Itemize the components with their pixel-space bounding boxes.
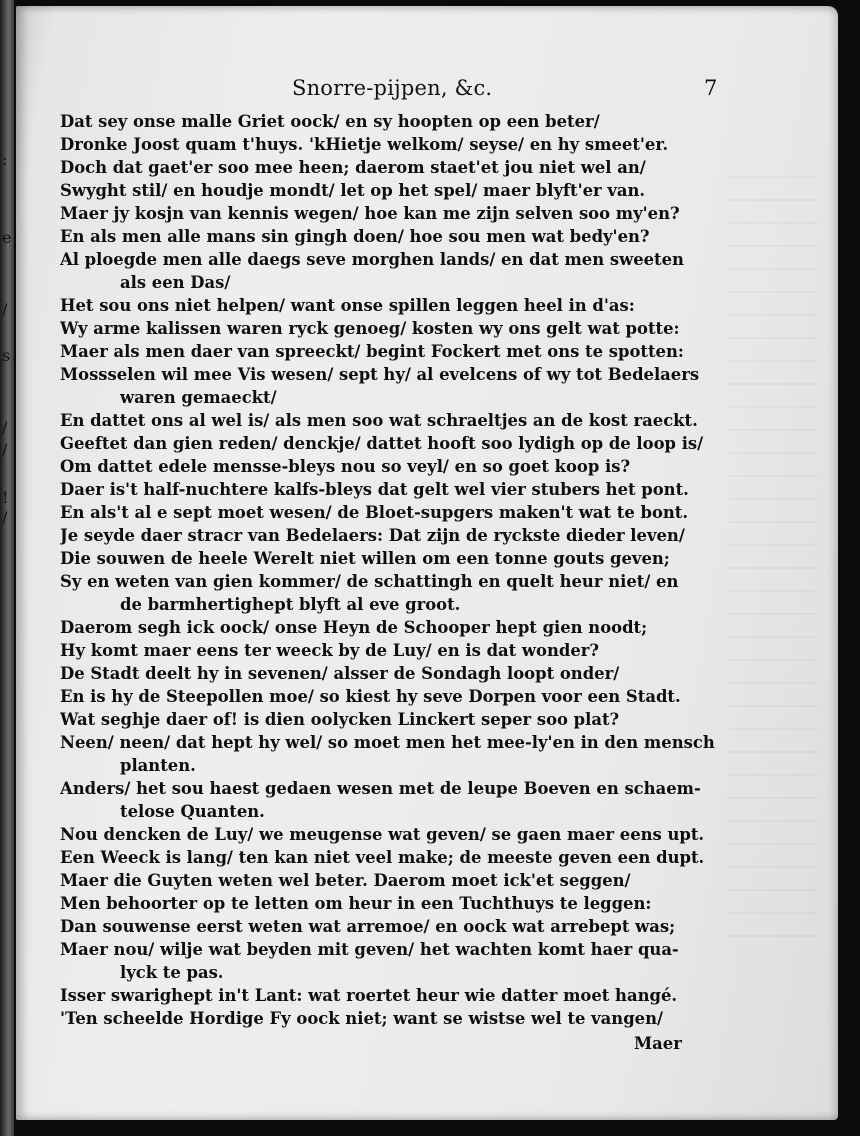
text-line: lyck te pas. <box>120 963 224 982</box>
body-text <box>60 110 728 1030</box>
text-line: Dronke Joost quam t'huys. 'kHietje welkom/ seyse/ en hy smeet'er. <box>60 135 669 154</box>
text-line: Sy en weten van gien kommer/ de schattingh en quelt heur niet/ en <box>60 572 679 591</box>
text-line: Maer als men daer van spreeckt/ begint Fockert met ons te spotten: <box>60 342 684 361</box>
text-line: Nou dencken de Luy/ we meugense wat geven/ se gaen maer eens upt. <box>60 825 705 844</box>
page-number: 7 <box>704 76 718 100</box>
text-line: Daerom segh ick oock/ onse Heyn de Schooper hept gien noodt; <box>60 618 648 637</box>
text-line: En is hy de Steepollen moe/ so kiest hy seve Dorpen voor een Stadt. <box>60 687 681 706</box>
text-line: planten. <box>120 756 196 775</box>
text-line: Anders/ het sou haest gedaen wesen met de leupe Boeven en schaem- <box>60 779 701 798</box>
text-line: Swyght stil/ en houdje mondt/ let op het spel/ maer blyft'er van. <box>60 181 646 200</box>
text-line: De Stadt deelt hy in sevenen/ alsser de Sondagh loopt onder/ <box>60 664 620 683</box>
text-line: En als't al e sept moet wesen/ de Bloet-supgers maken't wat te bont. <box>60 503 689 522</box>
text-line: Maer die Guyten weten wel beter. Daerom moet ick'et seggen/ <box>60 871 631 890</box>
text-line: Dat sey onse malle Griet oock/ en sy hoopten op een beter/ <box>60 112 600 131</box>
book-page <box>16 6 838 1120</box>
running-head: Snorre-pijpen, &c. <box>292 76 493 100</box>
text-line: Het sou ons niet helpen/ want onse spillen leggen heel in d'as: <box>60 296 635 315</box>
text-line: Wat seghje daer of! is dien oolycken Linckert seper soo plat? <box>60 710 620 729</box>
margin-bleed-char: / <box>2 418 8 437</box>
text-line: Isser swarighept in't Lant: wat roertet heur wie datter moet hangé. <box>60 986 678 1005</box>
margin-bleed-char: / <box>2 440 8 459</box>
previous-page-edge <box>0 0 14 1136</box>
text-line: als een Das/ <box>120 273 231 292</box>
text-line: Doch dat gaet'er soo mee heen; daerom staet'et jou niet wel an/ <box>60 158 646 177</box>
ink-show-through <box>728 176 818 956</box>
text-line: Hy komt maer eens ter weeck by de Luy/ en is dat wonder? <box>60 641 600 660</box>
text-line: Mossselen wil mee Vis wesen/ sept hy/ al evelcens of wy tot Bedelaers <box>60 365 700 384</box>
text-line: En dattet ons al wel is/ als men soo wat schraeltjes an de kost raeckt. <box>60 411 698 430</box>
text-line: En als men alle mans sin gingh doen/ hoe sou men wat bedy'en? <box>60 227 650 246</box>
margin-bleed-char: e <box>2 228 12 247</box>
text-line: Neen/ neen/ dat hept hy wel/ so moet men het mee-ly'en in den mensch <box>60 733 715 752</box>
text-line: waren gemaeckt/ <box>120 388 277 407</box>
text-line: Om dattet edele mensse-bleys nou so veyl/ en so goet koop is? <box>60 457 631 476</box>
text-line: Daer is't half-nuchtere kalfs-bleys dat gelt wel vier stubers het pont. <box>60 480 689 499</box>
text-line: Men behoorter op te letten om heur in een Tuchthuys te leggen: <box>60 894 652 913</box>
text-line: Wy arme kalissen waren ryck genoeg/ kosten wy ons gelt wat potte: <box>60 319 680 338</box>
margin-bleed-char: : <box>2 150 8 169</box>
text-line: Dan souwense eerst weten wat arremoe/ en oock wat arrebept was; <box>60 917 676 936</box>
margin-bleed-char: / <box>2 300 8 319</box>
text-line: Je seyde daer stracr van Bedelaers: Dat zijn de ryckste dieder leven/ <box>60 526 685 545</box>
text-line: telose Quanten. <box>120 802 265 821</box>
text-line: Die souwen de heele Werelt niet willen om een tonne gouts geven; <box>60 549 670 568</box>
margin-bleed-char: s <box>2 346 11 365</box>
margin-bleed-char: / <box>2 508 8 527</box>
text-line: 'Ten scheelde Hordige Fy oock niet; want se wistse wel te vangen/ <box>60 1009 664 1028</box>
catchword: Maer <box>634 1034 682 1053</box>
text-line: Maer nou/ wilje wat beyden mit geven/ het wachten komt haer qua- <box>60 940 679 959</box>
text-line: Geeftet dan gien reden/ denckje/ dattet hooft soo lydigh op de loop is/ <box>60 434 704 453</box>
text-line: de barmhertighept blyft al eve groot. <box>120 595 461 614</box>
text-line: Maer jy kosjn van kennis wegen/ hoe kan me zijn selven soo my'en? <box>60 204 680 223</box>
text-line: Een Weeck is lang/ ten kan niet veel make; de meeste geven een dupt. <box>60 848 705 867</box>
text-line: Al ploegde men alle daegs seve morghen lands/ en dat men sweeten <box>60 250 684 269</box>
margin-bleed-char: ! <box>2 488 9 507</box>
